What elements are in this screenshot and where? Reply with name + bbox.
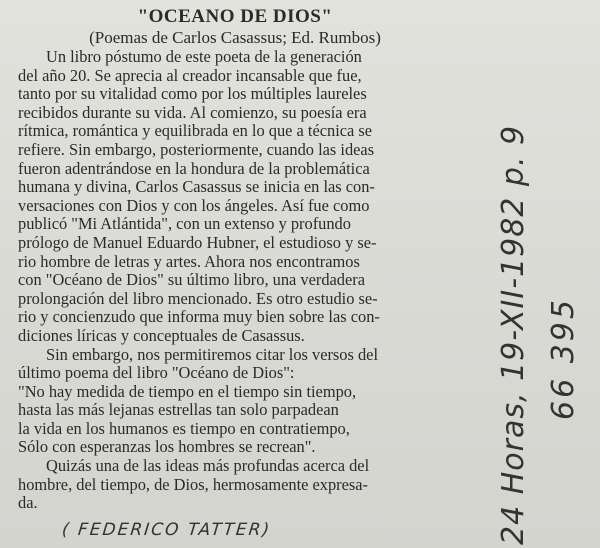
poem-verse: la vida en los humanos es tiempo en contratiempo, <box>18 418 350 438</box>
body-line: rítmica, romántica y equilibrada en lo que a técnica se <box>18 121 373 141</box>
body-line: humana y divina, Carlos Casassus se inicia en las con- <box>18 177 375 197</box>
body-line: rio y concienzudo que informa muy bien sobre las con- <box>18 307 380 327</box>
article-body <box>18 48 466 513</box>
body-line: último poema del libro "Océano de Dios": <box>18 363 295 383</box>
body-line: refiere. Sin embargo, posteriormente, cuando las ideas <box>18 139 375 159</box>
body-line: publicó "Mi Atlántida", con un extenso y profundo <box>18 214 351 234</box>
closing-line: Quizás una de las ideas más profundas acerca del <box>46 456 370 476</box>
poem-verse: Sólo con esperanzas los hombres se recrean". <box>18 437 316 457</box>
handwritten-catalog-number: 66 395 <box>546 297 581 420</box>
body-line: versaciones con Dios y con los ángeles. Así fue como <box>18 195 370 215</box>
closing-line: da. <box>18 493 38 513</box>
body-line: recibidos durante su vida. Al comienzo, su poesía era <box>18 102 367 122</box>
body-line: Sin embargo, nos permitiremos citar los versos del <box>46 344 379 364</box>
article-title: "OCEANO DE DIOS" <box>137 6 333 27</box>
body-line: prólogo de Manuel Eduardo Hubner, el estudioso y se- <box>18 232 377 252</box>
body-line: con "Océano de Dios" su último libro, una verdadera <box>18 270 366 290</box>
body-line: Un libro póstumo de este poeta de la generación <box>46 47 362 66</box>
closing-line: hombre, del tiempo, de Dios, hermosamente expresa- <box>18 474 369 494</box>
article-subtitle: (Poemas de Carlos Casassus; Ed. Rumbos) <box>89 28 381 47</box>
poem-verse: hasta las más lejanas estrellas tan solo parpadean <box>18 400 339 420</box>
body-line: tanto por su vitalidad como por los múltiples laureles <box>18 84 367 104</box>
body-line: prolongación del libro mencionado. Es otro estudio se- <box>18 288 378 308</box>
poem-verse: "No hay medida de tiempo en el tiempo sin tiempo, <box>18 381 357 401</box>
body-line: fueron adentrándose en la hondura de la problemática <box>18 158 370 178</box>
body-line: diciones líricas y conceptuales de Casassus. <box>18 325 305 345</box>
body-line: rio hombre de letras y artes. Ahora nos encontramos <box>18 251 360 271</box>
handwritten-source-note: 24 Horas, 19-XII-1982 p. 9 <box>496 124 531 545</box>
body-line: del año 20. Se aprecia al creador incansable que fue, <box>18 65 362 85</box>
author-signature: ( FEDERICO TATTER) <box>60 520 273 540</box>
